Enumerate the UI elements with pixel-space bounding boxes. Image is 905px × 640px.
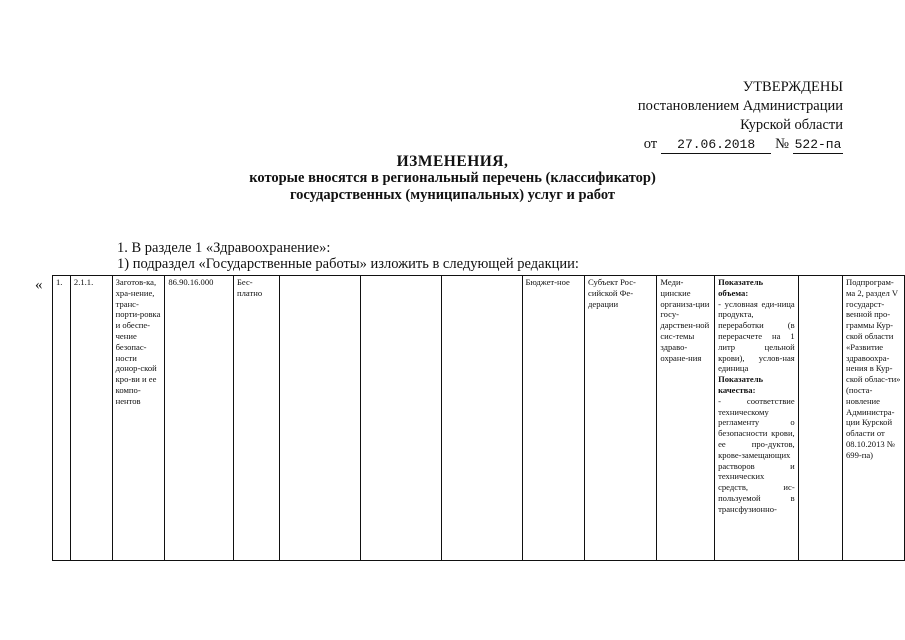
heading-line-2: которые вносятся в региональный перечень (классификатор) <box>249 170 656 186</box>
table-row <box>53 276 905 561</box>
heading-title: ИЗМЕНЕНИЯ, <box>396 153 509 170</box>
cell-row-number: 1. <box>53 276 71 561</box>
cell-code: 2.1.1. <box>70 276 112 561</box>
approval-line-1: постановлением Администрации <box>637 98 843 114</box>
cell-legal-basis: Подпрограм-ма 2, раздел V государст-венной про-граммы Кур-ской области «Развитие здравоохра-нения в Кур-ской облас-ти» (поста-новление Администра-ции Курской области от 08.10.2013 № 699-па) <box>843 276 905 561</box>
volume-indicator-text: - условная еди-ница продукта, переработки (в перерасчете на 1 литр цельной крови), услов-ная единица <box>718 298 795 374</box>
approval-date-row <box>583 135 843 154</box>
cell-okved: 86.90.16.000 <box>165 276 234 561</box>
number-label: № <box>775 136 789 152</box>
heading-line-3: государственных (муниципальных) услуг и работ <box>289 187 616 203</box>
from-label: от <box>643 136 658 152</box>
cell-payment: Бес-платно <box>234 276 280 561</box>
cell-founder: Субъект Рос-сийской Фе-дерации <box>585 276 657 561</box>
cell-indicators <box>715 276 799 561</box>
cell-empty-8 <box>441 276 522 561</box>
approval-title: УТВЕРЖДЕНЫ <box>742 79 843 95</box>
approval-number: 522-па <box>794 137 842 152</box>
cell-institution-type: Бюджет-ное <box>522 276 585 561</box>
cell-organizations: Меди-цинские организа-ции госу-дарствен-ной сис-темы здраво-охране-ния <box>657 276 715 561</box>
document-heading <box>0 153 905 204</box>
cell-empty-13 <box>798 276 842 561</box>
intro-text <box>117 240 579 272</box>
cell-empty-6 <box>279 276 361 561</box>
cell-work-name: Заготов-ка, хра-нение, транс-порти-ровка и обеспе-чение безопас-ности донор-ской кро-ви и ее компо-нентов <box>112 276 165 561</box>
intro-point-2: 1) подраздел «Государственные работы» изложить в следующей редакции: <box>117 256 579 272</box>
approval-block <box>583 78 843 154</box>
volume-indicator-heading: Показатель объема: <box>718 277 764 298</box>
intro-point-1: 1. В разделе 1 «Здравоохранение»: <box>117 240 331 256</box>
cell-empty-7 <box>361 276 442 561</box>
quality-indicator-text: - соответствие техническому регламенту о безопасности крови, ее про-дуктов, крове-замещающих растворов и технических средств, ис-пользуемой в трансфузионно- <box>718 395 795 514</box>
quality-indicator-heading: Показатель качества: <box>718 374 764 395</box>
classifier-table <box>52 275 905 561</box>
approval-date: 27.06.2018 <box>661 137 771 154</box>
approval-line-2: Курской области <box>740 117 843 133</box>
opening-quote: « <box>35 277 43 293</box>
